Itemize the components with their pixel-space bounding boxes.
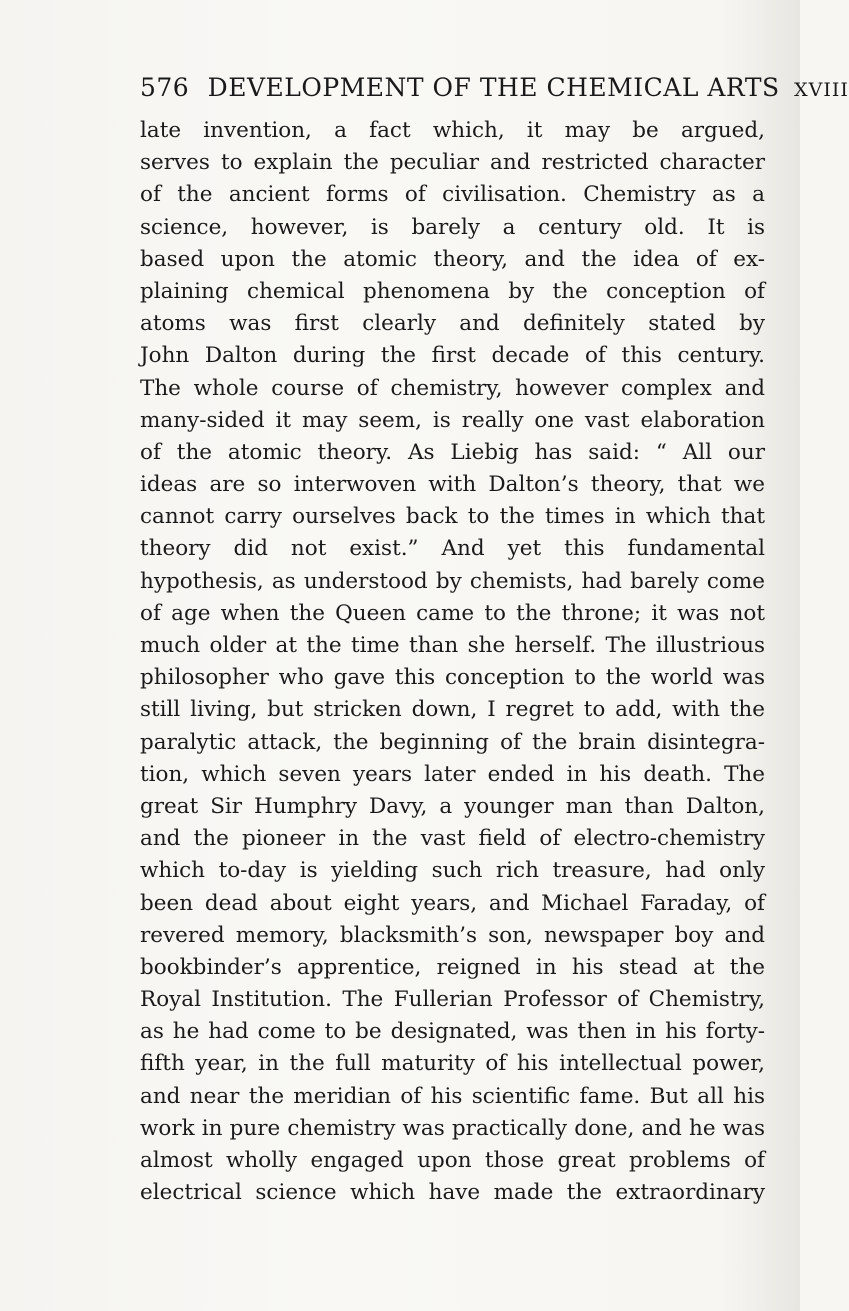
text-line: revered memory, blacksmith’s son, newspaper boy and	[140, 922, 765, 948]
text-line: work in pure chemistry was practically done, and he was	[140, 1115, 765, 1141]
text-line: fifth year, in the full maturity of his intellectual power,	[140, 1051, 765, 1077]
text-line: and the pioneer in the vast field of electro-chemistry	[140, 826, 765, 852]
text-line: which to-day is yielding such rich treasure, had only	[140, 858, 765, 884]
text-line: still living, but stricken down, I regret to add, with the	[140, 697, 765, 723]
running-title: DEVELOPMENT OF THE CHEMICAL ARTS	[207, 73, 780, 102]
text-line: Royal Institution. The Fullerian Professor of Chemistry,	[140, 987, 765, 1013]
body-text	[140, 115, 765, 1209]
text-line: atoms was first clearly and definitely stated by	[140, 311, 765, 337]
text-line: philosopher who gave this conception to the world was	[140, 665, 765, 691]
text-line: much older at the time than she herself. The illustrious	[140, 633, 765, 658]
text-line: great Sir Humphry Davy, a younger man than Dalton,	[140, 793, 765, 819]
text-line: ideas are so interwoven with Dalton’s theory, that we	[140, 472, 765, 498]
page-number: 576	[140, 73, 190, 102]
text-line: and near the meridian of his scientific fame. But all his	[140, 1083, 765, 1109]
text-line: late invention, a fact which, it may be argued,	[140, 118, 765, 143]
text-line: based upon the atomic theory, and the idea of ex-	[140, 246, 765, 272]
text-line: John Dalton during the first decade of this century.	[140, 343, 765, 369]
text-line: cannot carry ourselves back to the times in which that	[140, 504, 765, 530]
text-line: been dead about eight years, and Michael Faraday, of	[140, 890, 765, 916]
text-line: electrical science which have made the extraordinary	[140, 1180, 765, 1206]
text-line: of the ancient forms of civilisation. Chemistry as a	[140, 182, 765, 208]
text-line: of age when the Queen came to the throne; it was not	[140, 600, 765, 626]
text-line: plaining chemical phenomena by the conception of	[140, 278, 765, 304]
text-line: The whole course of chemistry, however complex and	[140, 375, 765, 401]
text-line: hypothesis, as understood by chemists, had barely come	[140, 568, 765, 594]
text-line: serves to explain the peculiar and restricted character	[140, 150, 765, 176]
text-line: almost wholly engaged upon those great problems of	[140, 1148, 765, 1173]
text-line: many-sided it may seem, is really one vast elaboration	[140, 407, 765, 433]
section-number: XVIII	[794, 79, 849, 101]
text-line: tion, which seven years later ended in his death. The	[140, 761, 765, 787]
text-line: theory did not exist.” And yet this fundamental	[140, 536, 765, 562]
text-line: paralytic attack, the beginning of the brain disintegra-	[140, 729, 765, 755]
running-header	[140, 66, 849, 110]
text-line: of the atomic theory. As Liebig has said: “ All our	[140, 439, 765, 465]
text-line: as he had come to be designated, was then in his forty-	[140, 1019, 765, 1045]
text-line: bookbinder’s apprentice, reigned in his stead at the	[140, 954, 765, 980]
text-line: science, however, is barely a century old. It is	[140, 214, 765, 240]
